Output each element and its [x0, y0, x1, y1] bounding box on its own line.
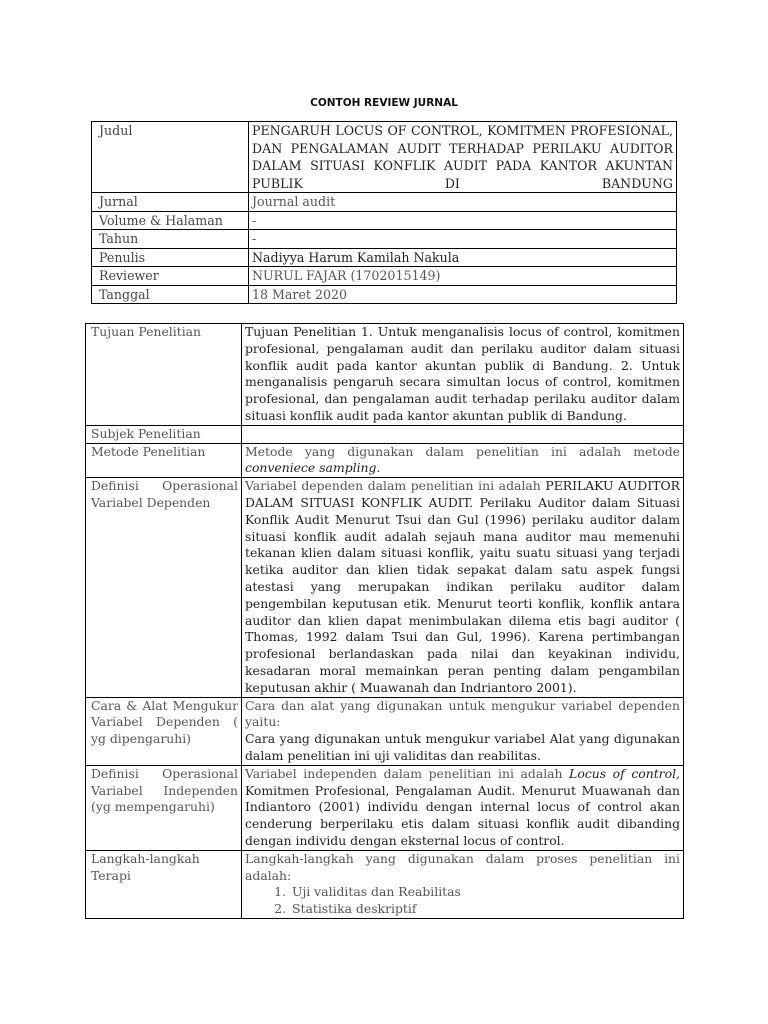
- review-row-langkah: [86, 850, 684, 918]
- review-value: [242, 697, 684, 765]
- review-label: Definisi Operasional Variabel Independen (yg mempengaruhi): [86, 765, 242, 850]
- def-dependen-intro: Variabel dependen dalam penelitian ini adalah: [245, 478, 541, 494]
- list-item: 1. Uji validitas dan Reabilitas: [290, 884, 680, 901]
- review-row-subjek: [86, 425, 684, 443]
- info-row-penulis: [92, 248, 677, 267]
- info-label: Tanggal: [92, 285, 249, 304]
- def-dependen-rest: Perilaku Auditor dalam Situasi Konflik Audit Menurut Tsui dan Gul (1996) perilaku auditor dalam situasi konflik audit adalah sejauh mana auditor mau memenuhi tekanan klien dalam situasi konflik, yaitu suatu situasi yang terjadi ketika auditor dan klien tidak sepakat dalam satu aspek fungsi atestasi yang merupakan indikan perilaku auditor dalam pengembilan keputusan etik. Menurut teorti konflik, konflik antara auditor dan klien dapat menimbulakan dilema etis bagi auditor ( Thomas, 1992 dalam Tsui dan Gul, 1996). Karena pertimbangan profesional berlandaskan pada nilai dan keyakinan individu, kesadaran moral memainkan peran penting dalam pengambilan keputusan akhir ( Muawanah dan Indriantoro 2001).: [245, 494, 680, 695]
- journal-info-table: [91, 121, 677, 304]
- info-label: Jurnal: [92, 193, 249, 212]
- cara-alat-line1: Cara dan alat yang digunakan untuk mengukur variabel dependen yaitu:: [245, 697, 680, 730]
- def-independen-rest: Komitmen Profesional, Pengalaman Audit. Menurut Muawanah dan Indiantoro (2001) individu dengan internal locus of control akan cenderung berperilaku etis dalam situasi konflik audit dibanding dengan individu dengan eksternal locus of control.: [245, 782, 680, 848]
- info-label: Judul: [92, 122, 249, 193]
- review-row-tujuan: [86, 324, 684, 426]
- info-value: 18 Maret 2020: [249, 285, 677, 304]
- review-label: Tujuan Penelitian: [86, 324, 242, 426]
- review-value: [242, 478, 684, 697]
- info-value: -: [249, 230, 677, 249]
- info-value: NURUL FAJAR (1702015149): [249, 267, 677, 286]
- review-value: [242, 765, 684, 850]
- info-label: Volume & Halaman: [92, 211, 249, 230]
- review-row-cara-alat: [86, 697, 684, 765]
- review-row-def-independen: [86, 765, 684, 850]
- review-label: Metode Penelitian: [86, 443, 242, 478]
- page-title: CONTOH REVIEW JURNAL: [310, 97, 458, 109]
- review-label: Cara & Alat Mengukur Variabel Dependen ( yg dipengaruhi): [86, 697, 242, 765]
- metode-italic: conveniece sampling.: [245, 460, 381, 476]
- review-table: [85, 323, 684, 919]
- info-label: Tahun: [92, 230, 249, 249]
- list-item: 2. Statistika deskriptif: [290, 901, 680, 918]
- def-dependen-emph: PERILAKU AUDITOR DALAM SITUASI KONFLIK AUDIT.: [245, 478, 680, 510]
- review-label: Definisi Operasional Variabel Dependen: [86, 478, 242, 697]
- metode-text: Metode yang digunakan dalam penelitian ini adalah metode: [245, 443, 680, 459]
- langkah-list: [245, 884, 680, 918]
- langkah-intro: Langkah-langkah yang digunakan dalam proses penelitian ini adalah:: [245, 850, 680, 883]
- info-row-volume: [92, 211, 677, 230]
- info-value: -: [249, 211, 677, 230]
- review-value: [242, 850, 684, 918]
- review-row-def-dependen: [86, 478, 684, 697]
- review-value: [242, 425, 684, 443]
- info-row-judul: [92, 122, 677, 193]
- info-row-reviewer: [92, 267, 677, 286]
- def-independen-italic: Locus of control,: [569, 765, 680, 781]
- info-label: Penulis: [92, 248, 249, 267]
- info-row-tanggal: [92, 285, 677, 304]
- info-value-title: PENGARUH LOCUS OF CONTROL, KOMITMEN PROFESIONAL, DAN PENGALAMAN AUDIT TERHADAP PERILAKU AUDITOR DALAM SITUASI KONFLIK AUDIT PADA KANTOR AKUNTAN PUBLIK DI BANDUNG: [249, 122, 677, 193]
- def-independen-intro: Variabel independen dalam penelitian ini adalah: [245, 765, 563, 781]
- review-value: Tujuan Penelitian 1. Untuk menganalisis locus of control, komitmen profesional, pengalaman audit dan perilaku auditor dalam situasi konflik audit pada kantor akuntan publik di Bandung. 2. Untuk menganalisis pengaruh secara simultan locus of control, komitmen profesional, dan pengalaman audit terhadap perilaku auditor dalam situasi konflik audit pada kantor akuntan publik di Bandung.: [242, 324, 684, 426]
- cara-alat-line2: Cara yang digunakan untuk mengukur variabel Alat yang digunakan dalam penelitian ini uji validitas dan reabilitas.: [245, 731, 680, 763]
- info-label: Reviewer: [92, 267, 249, 286]
- info-row-jurnal: [92, 193, 677, 212]
- review-label: Langkah-langkah Terapi: [86, 850, 242, 918]
- info-row-tahun: [92, 230, 677, 249]
- info-value: Journal audit: [249, 193, 677, 212]
- info-value: Nadiyya Harum Kamilah Nakula: [249, 248, 677, 267]
- review-value: [242, 443, 684, 478]
- review-label: Subjek Penelitian: [86, 425, 242, 443]
- review-row-metode: [86, 443, 684, 478]
